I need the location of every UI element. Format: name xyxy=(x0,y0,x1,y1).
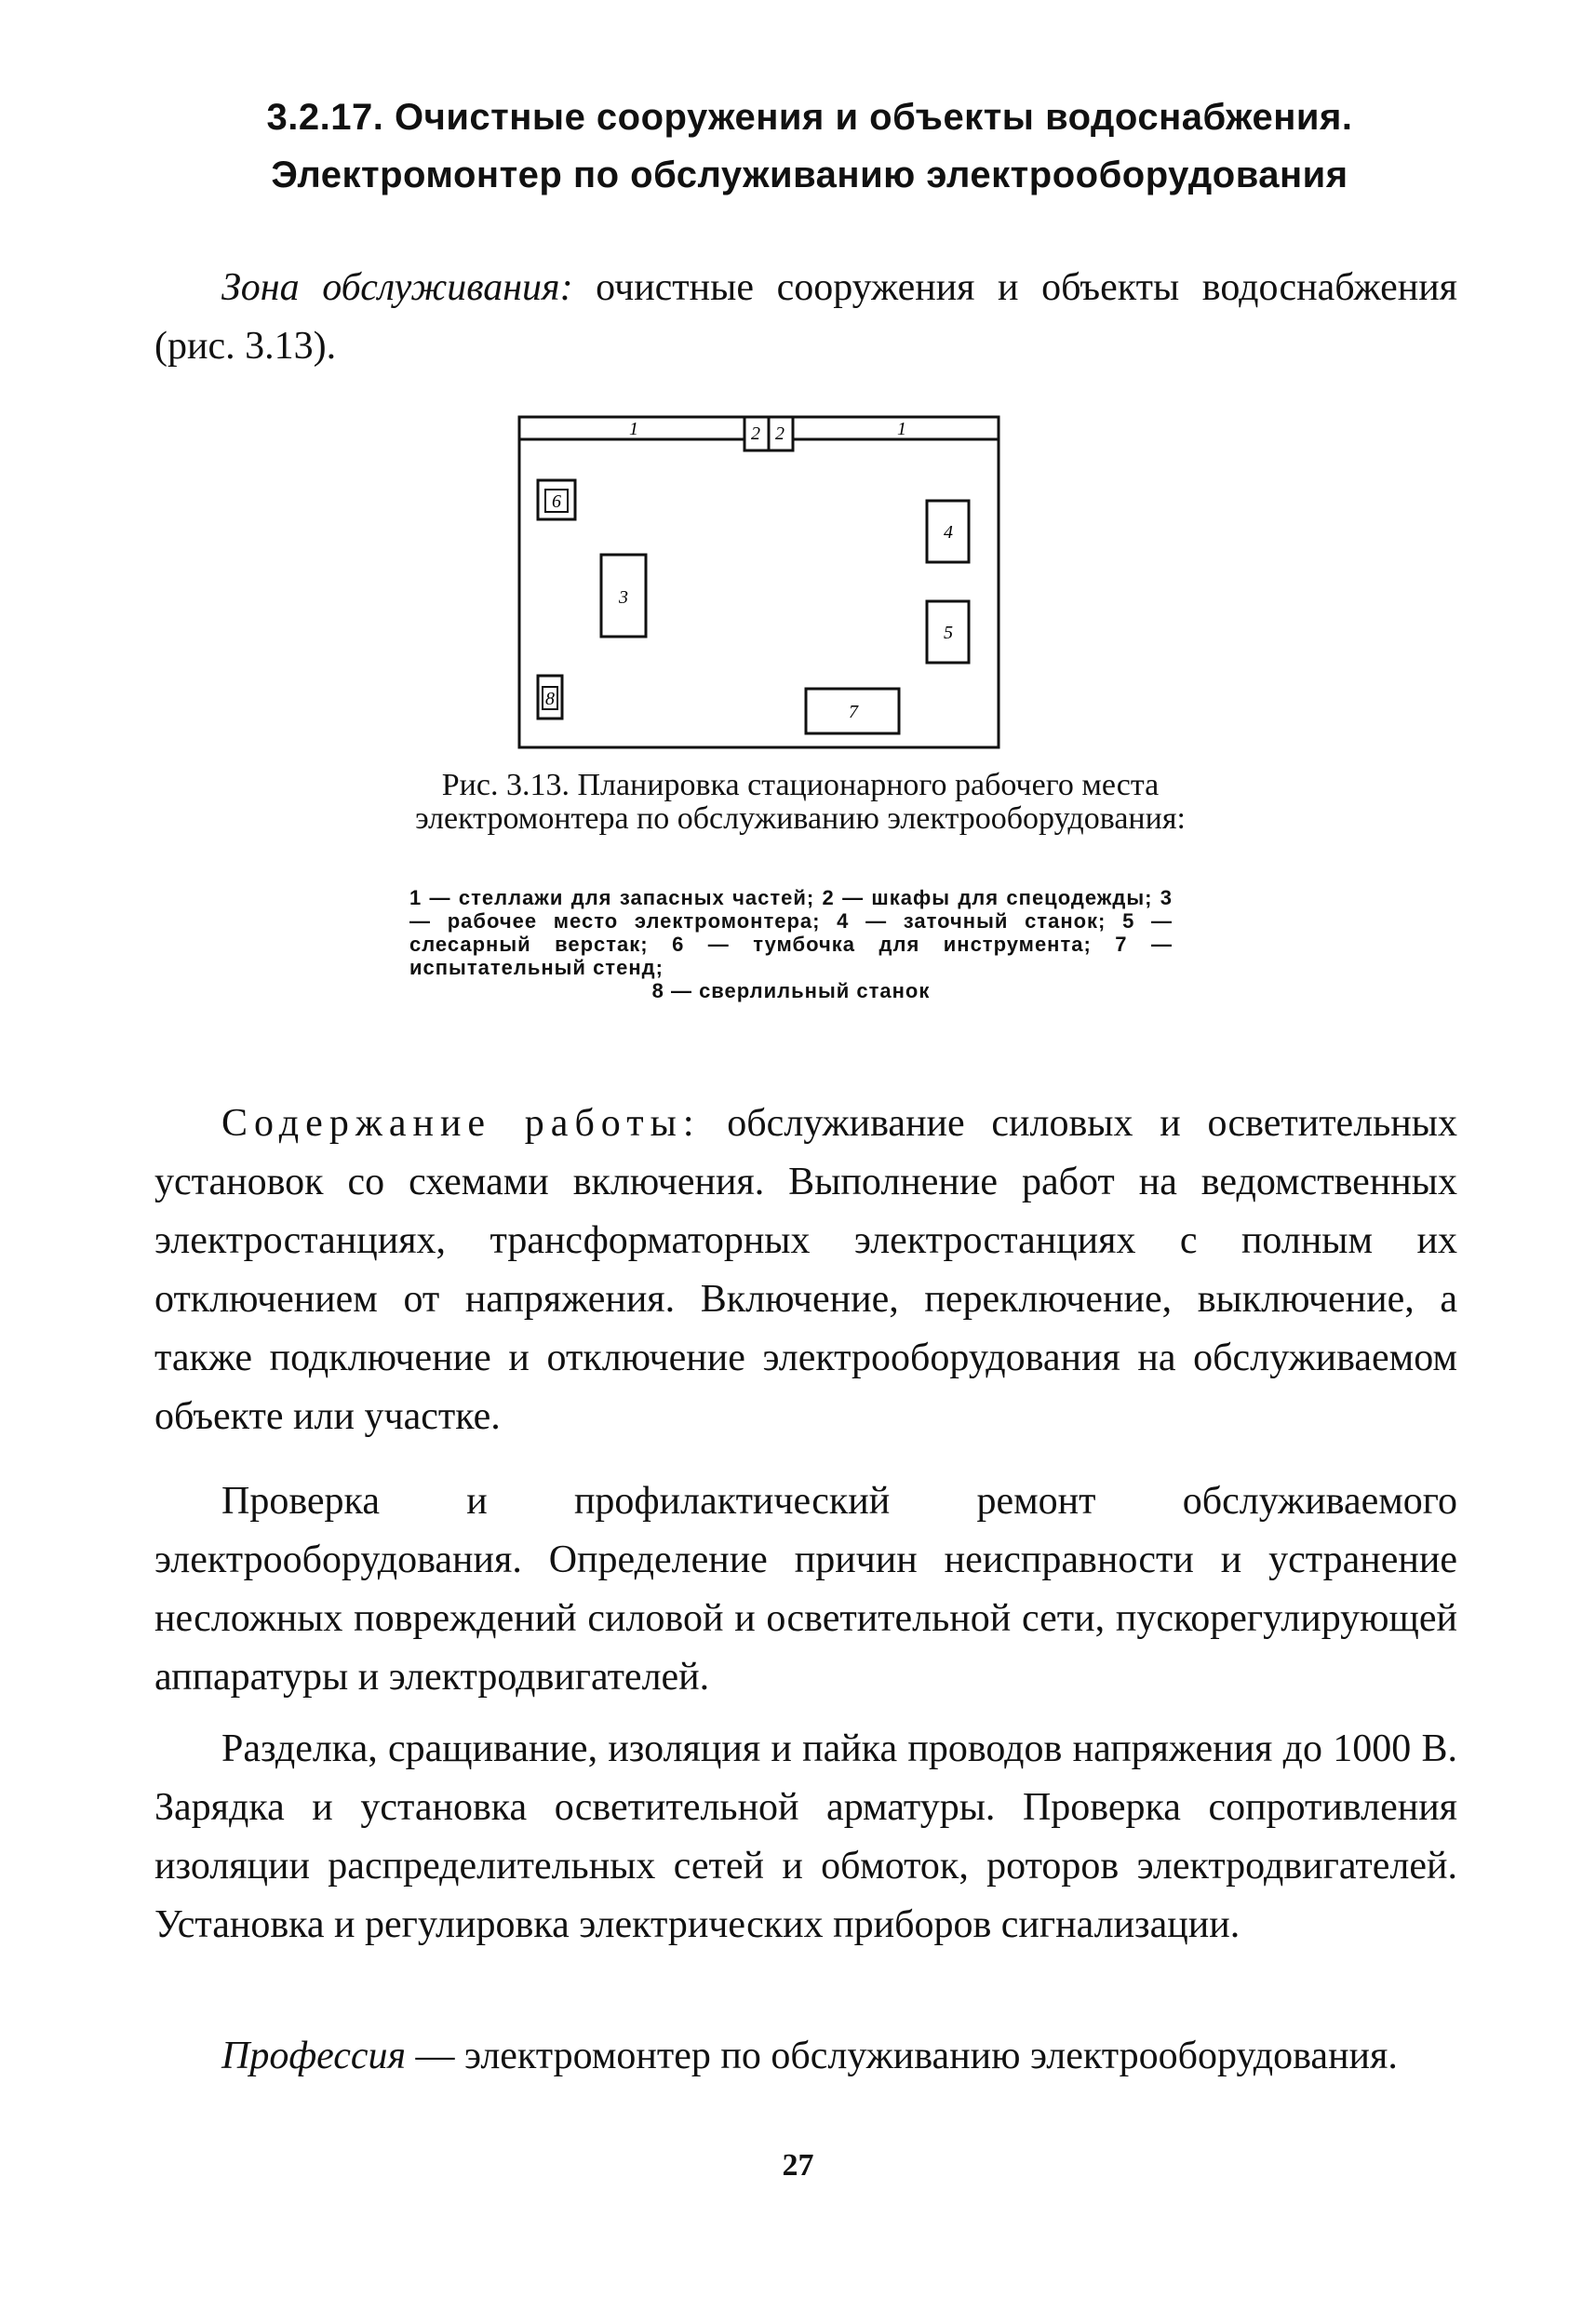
zone-paragraph xyxy=(154,259,1457,376)
content-paragraph-1 xyxy=(154,1095,1457,1446)
zone-text: очистные сооружения и объекты водоснабжения (рис. 3.13). xyxy=(154,266,1457,368)
profession-label: Профессия xyxy=(221,2035,407,2077)
cabinet-left-label: 2 xyxy=(751,423,760,444)
shelf-right-label: 1 xyxy=(897,419,906,439)
profession-text: — электромонтер по обслуживанию электрооборудования. xyxy=(415,2035,1398,2077)
grinder-label: 4 xyxy=(944,522,953,543)
section-title-line-1: 3.2.17. Очистные сооружения и объекты водоснабжения. xyxy=(266,97,1353,138)
content-paragraph-3: Разделка, сращивание, изоляция и пайка проводов напряжения до 1000 В. Зарядка и установка осветительной арматуры. Проверка сопротивления изоляции распределительных сетей и обмоток, роторов электродвигателей. Установка и регулировка электрических приборов сигнализации. xyxy=(154,1727,1457,1946)
section-title-line-2: Электромонтер по обслуживанию электрооборудования xyxy=(271,155,1348,195)
zone-label: Зона обслуживания: xyxy=(221,266,573,309)
test-stand-label: 7 xyxy=(849,702,858,722)
drill-label: 8 xyxy=(545,689,555,709)
content-paragraph-2: Проверка и профилактический ремонт обслуживаемого электрооборудования. Определение причин неисправности и устранение несложных повреждений силовой и осветительной сети, пускорегулирующей аппаратуры и электродвигателей. xyxy=(154,1480,1457,1699)
bench-label: 5 xyxy=(944,623,953,643)
cabinet-right-label: 2 xyxy=(775,423,785,444)
profession-paragraph xyxy=(154,2027,1457,2086)
page-number: 27 xyxy=(782,2148,814,2183)
figure-legend xyxy=(409,886,1173,1002)
workplace-layout-figure xyxy=(510,408,1013,757)
shelf-left-label: 1 xyxy=(629,419,638,439)
content-p1-text: обслуживание силовых и осветительных установок со схемами включения. Выполнение работ на ведомственных электростанциях, трансформаторных электростанциях с полным их отключением от напряжения. Включение, переключение, выключение, а также подключение и отключение электрооборудования на обслуживаемом объекте или участке. xyxy=(154,1102,1457,1438)
room-outline xyxy=(519,417,999,747)
legend-last: 8 — сверлильный станок xyxy=(651,979,931,1002)
section-title xyxy=(149,88,1470,204)
content-label: Содержание работы: xyxy=(221,1102,701,1145)
figure-caption: Рис. 3.13. Планировка стационарного рабочего места электромонтера по обслуживанию электрооборудования: xyxy=(415,768,1186,836)
legend-main: 1 — стеллажи для запасных частей; 2 — шкафы для спецодежды; 3 — рабочее место электромонтера; 4 — заточный станок; 5 — слесарный верстак; 6 — тумбочка для инструмента; 7 — испытательный стенд; xyxy=(409,886,1173,979)
workplace-label: 3 xyxy=(619,587,628,608)
nightstand-label: 6 xyxy=(552,491,561,512)
